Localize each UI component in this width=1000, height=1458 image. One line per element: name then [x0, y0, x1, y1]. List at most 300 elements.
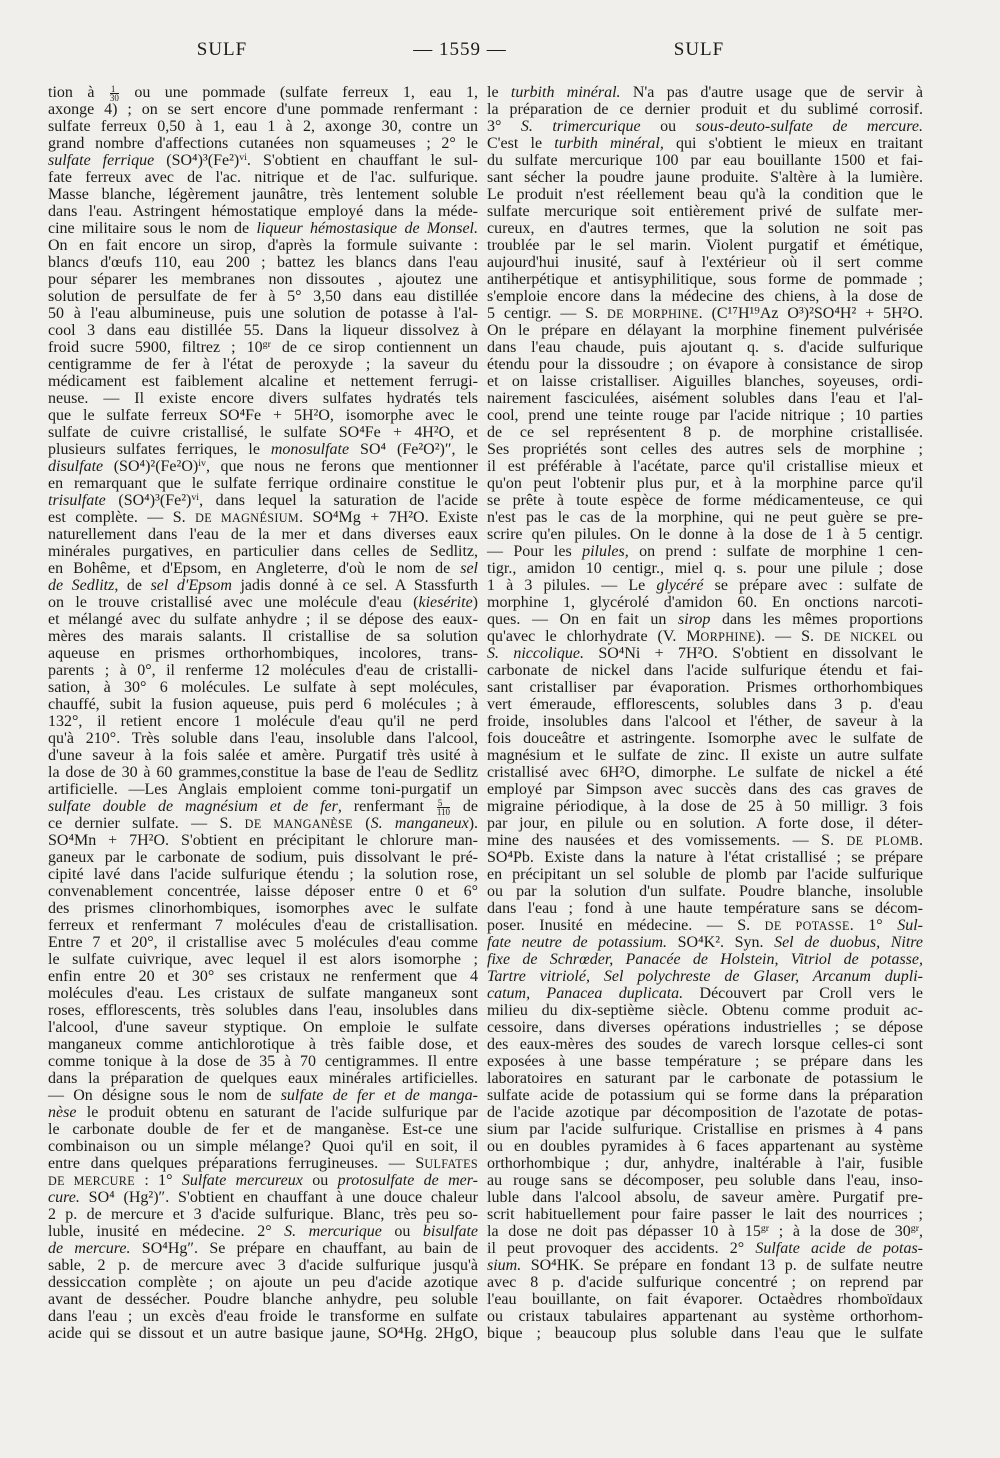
italic-run: bisulfate — [422, 1223, 479, 1240]
text-line — [487, 543, 923, 560]
superscript: gr — [262, 339, 271, 351]
text-line — [48, 611, 478, 628]
text-line — [48, 169, 478, 186]
text-line — [48, 509, 478, 526]
text-run: du sulfate mercurique 100 par eau bouillante 1500 et fai- — [487, 152, 923, 169]
text-line — [487, 373, 923, 390]
italic-run: catum, Panacea duplicata. — [487, 985, 684, 1002]
text-run: l'alcool, d'une saveur styptique. On emploie le sulfate — [48, 1019, 478, 1036]
text-run: acide qui se dissout et un autre basique jaune, SO⁴Hg. 2HgO, — [48, 1325, 478, 1342]
text-run: ). — [468, 815, 479, 832]
text-run: sium par l'acide sulfurique. Cristallise en prismes à 4 pans — [487, 1121, 923, 1138]
italic-run: sirop — [678, 611, 711, 628]
text-run: 2 p. de mercure et 3 d'acide sulfurique. Blanc, très peu so- — [48, 1206, 478, 1223]
text-line — [48, 356, 478, 373]
small-caps-run: DE MANGANÈSE — [244, 817, 353, 831]
text-line — [48, 883, 478, 900]
superscript: iv — [198, 458, 206, 470]
text-line — [487, 492, 923, 509]
italic-run: turbith minéral. — [510, 84, 621, 101]
text-run: tigr., amidon 10 centigr., miel q. s. pour une pilule ; dose — [487, 560, 923, 577]
text-line — [487, 237, 923, 254]
text-line — [487, 271, 923, 288]
text-line — [487, 645, 923, 662]
italic-run: Sulfate acide de potas- — [755, 1240, 924, 1257]
text-run: cine militaire sous le nom de — [48, 220, 257, 237]
text-run: Masse blanche, légèrement jaunâtre, très lentement soluble — [48, 186, 478, 203]
text-line — [48, 475, 478, 492]
text-run: ferreux et renfermant 7 molécules d'eau de cristallisation. — [48, 917, 478, 934]
italic-run: de Sedlitz — [48, 577, 115, 594]
text-run: qui s'obtient le mieux en traitant — [663, 135, 923, 152]
text-run: poser. Inusité en médecine. — S. — [487, 917, 765, 934]
text-run: Le produit n'est réellement beau qu'à la condition que le — [487, 186, 923, 203]
text-run: des prismes clinorhombiques, isomorphes avec le sulfate — [48, 900, 478, 917]
text-run: froid sucre 5900, filtrez ; 10 — [48, 339, 263, 356]
running-head-right: SULF — [673, 39, 725, 60]
text-line — [48, 1138, 478, 1155]
text-run: entre dans quelques préparations ferrugineuses. — S — [48, 1155, 425, 1172]
text-line — [48, 730, 478, 747]
text-line — [48, 560, 478, 577]
text-run: comme tonique à la dose de 35 à 70 centigrammes. Il entre — [48, 1053, 478, 1070]
text-line — [48, 1053, 478, 1070]
text-line — [487, 1019, 923, 1036]
text-run: grand nombre d'affections cutanées non squameuses ; 2° le — [48, 135, 478, 152]
text-run: luble dans l'alcool absolu, de saveur amère. Purgatif pre- — [487, 1189, 923, 1206]
text-run: combinaison ou un simple mélange? Quoi qu'il en soit, il — [48, 1138, 478, 1155]
small-caps-run: DE MAGNÉSIUM — [195, 511, 300, 525]
text-run: et mélangé avec du sulfate anhydre ; il se dépose des eaux- — [48, 611, 478, 628]
text-line — [487, 1189, 923, 1206]
text-run: il est préférable à l'acétate, parce qu'il cristallise mieux et — [487, 458, 923, 475]
text-line — [487, 118, 923, 135]
text-run: médicament est faiblement alcaline et nettement ferrugi- — [48, 373, 478, 390]
text-line — [487, 560, 923, 577]
text-line — [487, 662, 923, 679]
text-run: chauffé, subit la fusion aqueuse, puis perd 6 molécules ; à — [48, 696, 478, 713]
italic-run: S. niccolique. — [487, 645, 584, 662]
text-run: parents ; à 0°, il renferme 12 molécules d'eau de cristalli- — [48, 662, 478, 679]
text-line — [487, 1291, 923, 1308]
text-line — [48, 458, 478, 475]
text-run: ; à la dose de 30 — [769, 1223, 911, 1240]
small-caps-run: DE NICKEL — [823, 630, 898, 644]
running-head-left: SULF — [196, 39, 248, 60]
text-run: 1 à 3 pilules. — Le — [487, 577, 657, 594]
text-run: ganeux par le carbonate de sodium, puis dissolvant le pré- — [48, 849, 478, 866]
text-line — [48, 934, 478, 951]
text-run: dans l'eau chaude, puis ajoutant q. s. d'acide sulfurique — [487, 339, 923, 356]
text-run: sulfate de cuivre cristallisé, le sulfate SO⁴Fe + 4H²O, et — [48, 424, 478, 441]
text-run: ou par la solution d'un sulfate. Poudre blanche, insoluble — [487, 883, 923, 900]
text-line — [487, 764, 923, 781]
text-run: ) — [472, 594, 478, 611]
text-run: dans l'eau. Astringent hémostatique employé dans la méde- — [48, 203, 478, 220]
fraction — [437, 799, 450, 816]
italic-run: sel — [460, 560, 478, 577]
superscript: vi — [239, 152, 247, 164]
text-line — [487, 968, 923, 985]
text-line — [487, 883, 923, 900]
text-run: blancs d'œufs 110, eau 200 ; battez les blancs dans l'eau — [48, 254, 478, 271]
right-text-column — [487, 84, 923, 1342]
text-run: cristallisé avec 6H²O, dimorphe. Le sulfate de nickel a été — [487, 764, 923, 781]
text-line — [487, 747, 923, 764]
text-run: naturellement dans l'eau de la mer et dans diverses eaux — [48, 526, 478, 543]
text-run: enfin entre 20 et 30° ses cristaux ne renferment que 4 — [48, 968, 478, 985]
text-run: fois douceâtre et astringente. Isomorphe avec le sulfate de — [487, 730, 923, 747]
text-run: solution de persulfate de fer à 5° 3,50 dans eau distillée — [48, 288, 478, 305]
text-line — [48, 203, 478, 220]
italic-run: cure. — [48, 1189, 80, 1206]
text-line — [487, 1257, 923, 1274]
text-line — [48, 951, 478, 968]
text-run: minérales purgatives, en particulier dans celles de Sedlitz, — [48, 543, 478, 560]
text-run: cureux, en d'autres termes, que la solution ne soit pas — [487, 220, 923, 237]
text-line — [48, 917, 478, 934]
text-line — [48, 1223, 478, 1240]
text-run: cool, prend une teinte rouge par l'acide nitrique ; 10 parties — [487, 407, 923, 424]
text-run: au rouge sans se décomposer, peu soluble dans l'eau, inso- — [487, 1172, 923, 1189]
text-line — [487, 186, 923, 203]
text-run: mères des marais salants. Il cristallise de sa solution — [48, 628, 478, 645]
text-run: SO⁴Pb. Existe dans la nature à l'état cristallisé ; se prépare — [487, 849, 923, 866]
text-line — [487, 1002, 923, 1019]
text-run: SO⁴ (Hg²)″. S'obtient en chauffant à une douce chaleur — [79, 1189, 478, 1206]
text-run: , renfermant — [337, 798, 436, 815]
text-line — [487, 424, 923, 441]
text-run: cipité lavé dans l'acide sulfurique étendu ; la solution rose, — [48, 866, 478, 883]
text-line — [487, 152, 923, 169]
text-run: , que nous ne ferons que mentionner — [205, 458, 478, 475]
text-run: ou — [897, 628, 924, 645]
italic-run: Tartre vitriolé, Sel polychreste de Glaser, Arcanum dupli- — [487, 968, 923, 985]
text-line — [487, 917, 923, 934]
italic-run: liqueur hémostasique de Monsel. — [256, 220, 478, 237]
text-run: cessoire, dans diverses opérations industrielles ; se dépose — [487, 1019, 923, 1036]
text-line — [487, 135, 923, 152]
text-run: la dose de 30 à 60 grammes,constitue la base de l'eau de Sedlitz — [48, 764, 478, 781]
text-run: troublée par le sel marin. Violent purgatif et émétique, — [487, 237, 923, 254]
text-run: . 1° — [849, 917, 898, 934]
text-line — [48, 492, 478, 509]
italic-run: kiesérite — [418, 594, 473, 611]
text-line — [487, 985, 923, 1002]
text-line — [48, 390, 478, 407]
text-line — [48, 1036, 478, 1053]
fraction-numerator: 5 — [437, 799, 450, 808]
text-line — [487, 1087, 923, 1104]
text-line — [48, 900, 478, 917]
text-run: pour séparer les membranes non dissoutes , ajoutez une — [48, 271, 478, 288]
text-run: morphine 1, glycérolé d'amidon 60. En onctions narcoti- — [487, 594, 923, 611]
text-run: roses, efflorescents, très solubles dans l'eau, insolubles dans — [48, 1002, 478, 1019]
text-run: ). — S. — [755, 628, 824, 645]
text-line — [48, 288, 478, 305]
text-line — [487, 458, 923, 475]
text-line — [48, 1240, 478, 1257]
text-line — [487, 1206, 923, 1223]
text-run: ou — [640, 118, 696, 135]
text-run: et on laisse cristalliser. Aiguilles blanches, soyeuses, ordi- — [487, 373, 923, 390]
text-line — [487, 1121, 923, 1138]
text-line — [48, 628, 478, 645]
text-line — [48, 118, 478, 135]
text-line — [48, 985, 478, 1002]
text-line — [487, 1138, 923, 1155]
text-run: orthorhombique ; dur, anhydre, inaltérable à l'air, fusible — [487, 1155, 923, 1172]
text-run: qu'à 210°. Très soluble dans l'eau, insoluble dans l'alcool, — [48, 730, 478, 747]
text-run: en précipitant un sel soluble de plomb par l'acide sulfurique — [487, 866, 923, 883]
text-run: des eaux-mères des soudes de varech lorsque celles-ci sont — [487, 1036, 923, 1053]
text-line — [48, 84, 478, 101]
small-caps-run: DE MORPHINE — [607, 307, 699, 321]
italic-run: protosulfate de mer- — [337, 1172, 478, 1189]
text-run: nairement fasciculées, aisément solubles dans l'eau et l'al- — [487, 390, 923, 407]
text-line — [487, 441, 923, 458]
text-run: neuse. — Il existe encore divers sulfates hydratés tels — [48, 390, 478, 407]
text-run: ( — [352, 815, 371, 832]
text-line — [487, 101, 923, 118]
text-run: le produit obtenu en saturant de l'acide sulfurique par — [76, 1104, 478, 1121]
text-run: bique ; beaucoup plus soluble dans l'eau que le sulfate — [487, 1325, 923, 1342]
text-line — [48, 186, 478, 203]
text-line — [487, 390, 923, 407]
text-run: mine des nausées et des vomissements. — S. — [487, 832, 847, 849]
text-line — [48, 764, 478, 781]
text-run: Ses propriétés sont celles des autres sels de morphine ; — [487, 441, 923, 458]
text-run: convenablement concentrée, laisse déposer entre 0 et 6° — [48, 883, 478, 900]
text-run: dans l'eau ; fond à une haute température sans se décom- — [487, 900, 923, 917]
italic-run: glycéré — [656, 577, 704, 594]
text-line — [48, 254, 478, 271]
text-line — [487, 577, 923, 594]
text-line — [48, 968, 478, 985]
text-run: (SO⁴)²(Fe²O) — [103, 458, 199, 475]
text-run: — Pour les — [487, 543, 583, 560]
text-line — [48, 1019, 478, 1036]
text-line — [487, 526, 923, 543]
text-run: ce dernier sulfate. — S. — [48, 815, 245, 832]
fraction-denominator: 110 — [436, 807, 450, 817]
text-line — [487, 951, 923, 968]
text-line — [48, 135, 478, 152]
text-run: carbonate de nickel dans l'acide sulfurique étendu et fai- — [487, 662, 923, 679]
text-run: est complète. — S. — [48, 509, 196, 526]
text-line — [487, 1070, 923, 1087]
text-run: sant cristalliser par évaporation. Prismes orthorhombiques — [487, 679, 923, 696]
text-run: de — [451, 798, 478, 815]
text-line — [48, 1155, 478, 1172]
text-run: ou une pommade (sulfate ferreux 1, eau 1, — [119, 84, 479, 101]
text-run: magnésium et le sulfate de zinc. Il existe un autre sulfate — [487, 747, 923, 764]
text-line — [487, 1172, 923, 1189]
text-run: sation, à 30° 6 molécules. Le sulfate à sept molécules, — [48, 679, 478, 696]
text-line — [48, 679, 478, 696]
small-caps-run: ORPHINE — [700, 630, 756, 644]
text-line — [487, 509, 923, 526]
text-run: de ce sel représentent 8 p. de morphine cristallisée. — [487, 424, 923, 441]
text-run: SO⁴ (Fe²O²)″, le — [349, 441, 478, 458]
text-run: l'eau bouillante, on fait évaporer. Octaèdres rhomboïdaux — [487, 1291, 923, 1308]
text-run: artificielle. —Les Anglais emploient comme toni-purgatif un — [48, 781, 478, 798]
text-run: , de — [114, 577, 151, 594]
text-line — [487, 730, 923, 747]
text-line — [48, 798, 478, 815]
text-run: On en fait encore un sirop, d'après la formule suivante : — [48, 237, 478, 254]
text-line — [48, 815, 478, 832]
text-run: on le trouve cristallisé avec une molécule d'eau ( — [48, 594, 419, 611]
italic-run: sous-deuto-sulfate de mercure. — [695, 118, 923, 135]
italic-run: sulfate double de magnésium et de fer — [48, 798, 338, 815]
text-line — [48, 1189, 478, 1206]
text-run: . SO⁴Mg + 7H²O. Existe — [299, 509, 479, 526]
text-run: cool 3 dans eau distillée 55. Dans la liqueur dissolvez à — [48, 322, 478, 339]
text-run: manganeux comme antichlorotique à très faible dose, et — [48, 1036, 478, 1053]
text-run: . S'obtient en chauffant le sul- — [246, 152, 479, 169]
text-run: Entre 7 et 20°, il cristallise avec 5 molécules d'eau comme — [48, 934, 478, 951]
text-run: N'a pas d'autre usage que de servir à — [620, 84, 924, 101]
italic-run: turbith minéral, — [554, 135, 664, 152]
text-run: on prend : sulfate de morphine 1 cen- — [628, 543, 924, 560]
text-run: ou en doubles pyramides à 6 faces appartenant au système — [487, 1138, 923, 1155]
text-line — [487, 407, 923, 424]
text-line — [48, 696, 478, 713]
text-run: ou cristaux tabulaires appartenant au système orthorhom- — [487, 1308, 923, 1325]
text-line — [48, 662, 478, 679]
text-line — [48, 747, 478, 764]
text-run: avant de dessécher. Poudre blanche anhydre, peu soluble — [48, 1291, 478, 1308]
text-run: se prépare avec : sulfate de — [703, 577, 924, 594]
text-run: (SO⁴)³(Fe²) — [105, 492, 192, 509]
text-run: ou — [381, 1223, 423, 1240]
text-line — [487, 169, 923, 186]
italic-run: monosulfate — [270, 441, 350, 458]
text-line — [487, 798, 923, 815]
text-line — [487, 1036, 923, 1053]
text-line — [48, 271, 478, 288]
italic-run: Sul- — [897, 917, 923, 934]
text-line — [487, 849, 923, 866]
italic-run: pilules, — [582, 543, 629, 560]
text-run: antiherpétique et antisyphilitique, sous forme de pommade ; — [487, 271, 923, 288]
text-run: 5 centigr. — S. — [487, 305, 608, 322]
text-line — [487, 322, 923, 339]
text-run: de l'acide azotique par décomposition de l'azotate de potas- — [487, 1104, 923, 1121]
text-run: dans les mêmes proportions — [710, 611, 923, 628]
text-run: centigramme de fer à l'état de peroxyde ; la saveur du — [48, 356, 478, 373]
text-run: plusieurs sulfates ferriques, le — [48, 441, 271, 458]
text-run: sulfate ferreux 0,50 à 1, eau 1 à 2, axonge 30, contre un — [48, 118, 478, 135]
text-line — [48, 305, 478, 322]
text-run: scrire qu'en pilules. On le donne à la dose de 1 à 5 centigr. — [487, 526, 923, 543]
text-run: sable, 2 p. de mercure avec 3 d'acide sulfurique jusqu'à — [48, 1257, 478, 1274]
text-run: axonge 4) ; on se sert encore d'une pommade renfermant : — [48, 101, 478, 118]
italic-run: sulfate ferrique — [48, 152, 155, 169]
text-line — [48, 1002, 478, 1019]
text-run: 132°, il retient encore 1 molécule d'eau qu'il ne perd — [48, 713, 478, 730]
text-line — [487, 934, 923, 951]
text-run: n'est pas le cas de la morphine, qui ne peut guère se pre- — [487, 509, 923, 526]
text-line — [487, 628, 923, 645]
text-run: avec 8 p. d'acide sulfurique concentré ; on reprend par — [487, 1274, 923, 1291]
text-run: exposées à une basse température ; se prépare dans les — [487, 1053, 923, 1070]
text-line — [487, 356, 923, 373]
text-line — [487, 679, 923, 696]
text-run: — On désigne sous le nom de — [48, 1087, 281, 1104]
italic-run: sium. — [487, 1257, 522, 1274]
text-line — [487, 305, 923, 322]
text-run: On le prépare en délayant la morphine finement pulvérisée — [487, 322, 923, 339]
text-run: dessiccation complète ; on ajoute un peu d'acide azotique — [48, 1274, 478, 1291]
text-line — [48, 1070, 478, 1087]
text-line — [48, 407, 478, 424]
text-run: aqueuse en prismes orthorhombiques, incolores, trans- — [48, 645, 478, 662]
italic-run: disulfate — [48, 458, 104, 475]
text-run: dans la préparation de quelques eaux minérales artificielles. — [48, 1070, 478, 1087]
small-caps-run: ULFATES — [424, 1157, 478, 1171]
text-run: vert émeraude, efflorescents, solubles dans 3 p. d'eau — [487, 696, 923, 713]
text-run: milieu du dix-septième siècle. Obtenu comme produit ac- — [487, 1002, 923, 1019]
text-run: le — [487, 84, 511, 101]
text-line — [48, 1325, 478, 1342]
text-line — [48, 866, 478, 883]
text-run: Découvert par Croll vers le — [683, 985, 924, 1002]
italic-run: de mercure. — [48, 1240, 131, 1257]
text-line — [48, 1104, 478, 1121]
text-run: de ce sirop contiennent un — [270, 339, 478, 356]
text-line — [487, 1274, 923, 1291]
text-line — [487, 84, 923, 101]
text-line — [48, 832, 478, 849]
text-run: qu'on peut l'obtenir plus pur, et à la morphine parce qu'il — [487, 475, 923, 492]
small-caps-run: DE PLOMB — [846, 834, 920, 848]
text-line — [487, 713, 923, 730]
text-line — [487, 832, 923, 849]
text-run: (SO⁴)³(Fe²) — [154, 152, 240, 169]
text-line — [48, 1087, 478, 1104]
text-run: , dans lequel la saturation de l'acide — [199, 492, 479, 509]
text-line — [48, 373, 478, 390]
text-line — [48, 543, 478, 560]
text-line — [48, 1274, 478, 1291]
text-line — [487, 475, 923, 492]
text-line — [487, 611, 923, 628]
text-run: C'est le — [487, 135, 555, 152]
text-line — [487, 1155, 923, 1172]
text-line — [487, 1104, 923, 1121]
text-run: migraine périodique, à la dose de 25 à 50 milligr. 3 fois — [487, 798, 923, 815]
text-line — [48, 322, 478, 339]
text-run: laboratoires en saturant par le carbonate de potassium le — [487, 1070, 923, 1087]
text-line — [48, 645, 478, 662]
text-run: le sulfate cuivrique, avec lequel il est alors isomorphe ; — [48, 951, 478, 968]
text-run: il peut provoquer des accidents. 2° — [487, 1240, 756, 1257]
text-line — [487, 1240, 923, 1257]
text-line — [487, 696, 923, 713]
text-run: en remarquant que le sulfate ferrique ordinaire constitue le — [48, 475, 478, 492]
text-run: ques. — On en fait un — [487, 611, 679, 628]
fraction-numerator: 1 — [110, 85, 119, 94]
superscript: gr — [760, 1223, 770, 1235]
text-line — [487, 781, 923, 798]
text-run: . — [919, 832, 924, 849]
italic-run: trisulfate — [48, 492, 106, 509]
text-run: d'une saveur à la fois salée et amère. Purgatif très usité à — [48, 747, 478, 764]
italic-run: S. manganeux — [370, 815, 469, 832]
text-run: molécules d'eau. Les cristaux de sulfate manganeux sont — [48, 985, 478, 1002]
